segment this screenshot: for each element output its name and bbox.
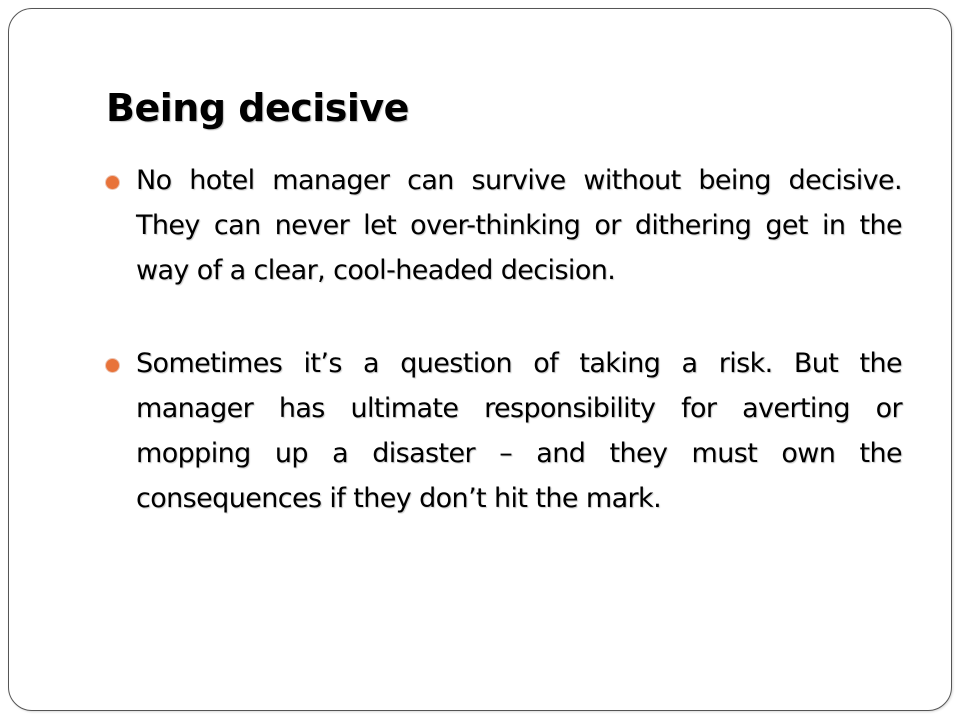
- bullet-dot-icon: [106, 359, 119, 372]
- bullet-item: [106, 341, 902, 521]
- bullet-text: No hotel manager can survive without being decisive. They can never let over-thinking or dithering get in the way of a clear, cool-headed decision.: [136, 165, 902, 286]
- slide-title: Being decisive: [106, 86, 409, 130]
- bullet-item: [106, 158, 902, 293]
- bullet-dot-icon: [106, 176, 119, 189]
- bullet-list: [106, 158, 902, 521]
- bullet-text: Sometimes it’s a question of taking a risk. But the manager has ultimate responsibility for averting or mopping up a disaster – and they must own the consequences if they don’t hit the mark.: [136, 348, 902, 514]
